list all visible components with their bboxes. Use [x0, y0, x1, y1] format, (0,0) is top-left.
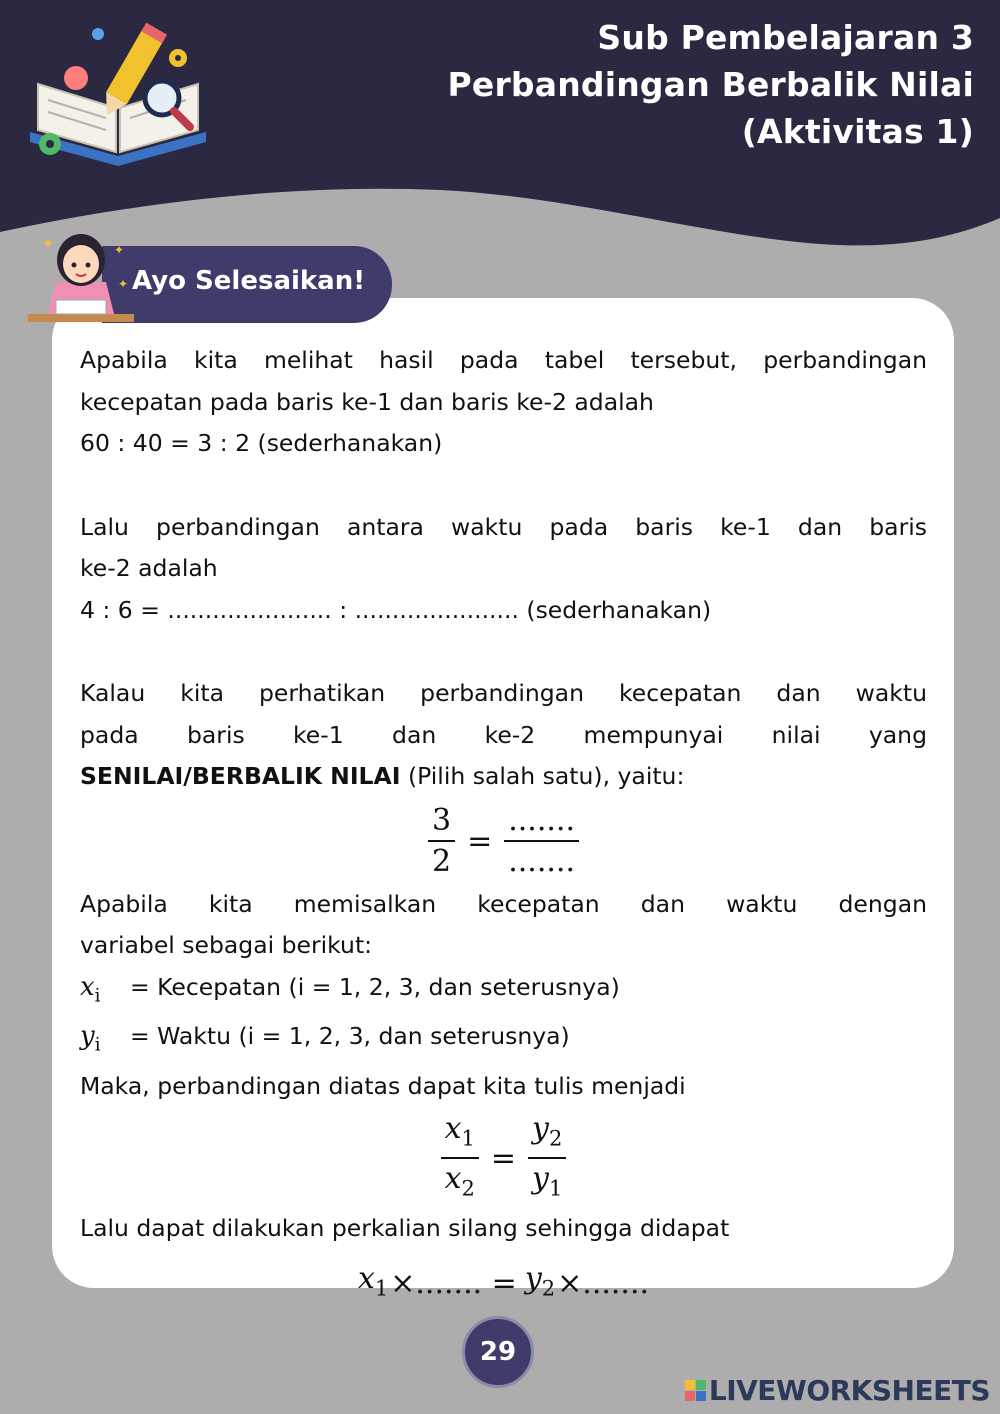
- paragraph-1-line-1: Apabila kita melihat hasil pada tabel tersebut, perbandingan: [80, 346, 927, 374]
- variable-y-description: = Waktu (i = 1, 2, 3, dan seterusnya): [130, 1022, 570, 1051]
- cross-multiplication-equation: [80, 1258, 927, 1310]
- x1-numerator: $x_1$: [444, 1110, 475, 1151]
- svg-text:✦: ✦: [114, 243, 125, 257]
- svg-text:✦: ✦: [118, 277, 129, 291]
- girl-studying-icon: [26, 218, 136, 328]
- liveworksheets-icon: [685, 1380, 706, 1401]
- choice-text: SENILAI/BERBALIK NILAI: [80, 762, 401, 790]
- paragraph-1-line-2: kecepatan pada baris ke-1 dan baris ke-2 adalah: [80, 387, 654, 416]
- fraction-y: [528, 1110, 566, 1209]
- variable-y-definition: [80, 1016, 927, 1066]
- ratio-equation-1: [80, 802, 927, 882]
- variable-x-description: = Kecepatan (i = 1, 2, 3, dan seterusnya): [130, 972, 620, 1001]
- eq3-y2: $y_2$: [524, 1260, 556, 1301]
- y2-numerator: $y_2$: [532, 1110, 563, 1151]
- eq3-end: ×.......: [557, 1266, 650, 1302]
- paragraph-6: Lalu dapat dilakukan perkalian silang sehingga didapat: [80, 1214, 730, 1243]
- paragraph-2-line-3: 4 : 6 = ...................... : ...................... (sederhanakan): [80, 595, 712, 624]
- paragraph-5: Maka, perbandingan diatas dapat kita tulis menjadi: [80, 1072, 686, 1101]
- liveworksheets-brand: LIVEWORKSHEETS: [708, 1374, 990, 1407]
- fraction-numerator: 3: [432, 802, 452, 838]
- fraction-x: [441, 1110, 479, 1209]
- paragraph-3-line-1: Kalau kita perhatikan perbandingan kecepatan dan waktu: [80, 679, 927, 707]
- paragraph-3-line-2: pada baris ke-1 dan ke-2 mempunyai nilai yang: [80, 720, 927, 749]
- fraction-denominator: 2: [428, 840, 455, 882]
- activity-content: [80, 340, 927, 1310]
- paragraph-4-line-2: variabel sebagai berikut:: [80, 931, 373, 959]
- page-number: 29: [462, 1316, 534, 1388]
- y1-denominator: $y_1$: [528, 1157, 566, 1208]
- fraction-left: [428, 802, 455, 882]
- blank-numerator: .......: [508, 802, 575, 838]
- paragraph-2-line-2: ke-2 adalah: [80, 554, 218, 582]
- paragraph-1-line-3: 60 : 40 = 3 : 2 (sederhanakan): [80, 429, 443, 457]
- svg-text:✦: ✦: [42, 236, 54, 252]
- ratio-equation-2: [80, 1110, 927, 1209]
- variable-x-definition: [80, 967, 927, 1017]
- eq3-middle: ×....... =: [390, 1266, 517, 1302]
- book-pencil-illustration: [26, 20, 216, 170]
- variable-x: $x_i$: [80, 971, 101, 1006]
- fraction-right-blank: [504, 802, 579, 882]
- liveworksheets-logo: [685, 1374, 990, 1407]
- page-title: [447, 14, 974, 155]
- equals-sign: =: [467, 823, 493, 859]
- title-line-3: (Aktivitas 1): [741, 112, 974, 151]
- badge-label: Ayo Selesaikan!: [132, 266, 366, 296]
- paragraph-2-line-1: Lalu perbandingan antara waktu pada baris ke-1 dan baris: [80, 512, 927, 541]
- paragraph-4-line-1: Apabila kita memisalkan kecepatan dan waktu dengan: [80, 889, 927, 918]
- eq3-x1: $x_1$: [357, 1260, 389, 1301]
- title-line-1: Sub Pembelajaran 3: [597, 18, 974, 57]
- activity-badge: [102, 246, 392, 323]
- equals-sign-2: =: [490, 1141, 517, 1177]
- title-line-2: Perbandingan Berbalik Nilai: [447, 65, 974, 104]
- paragraph-3-rest: (Pilih salah satu), yaitu:: [400, 762, 685, 790]
- variable-y: $y_i$: [80, 1021, 101, 1056]
- paragraph-3-line-3: [80, 756, 927, 798]
- blank-denominator: .......: [504, 840, 579, 882]
- x2-denominator: $x_2$: [441, 1157, 479, 1208]
